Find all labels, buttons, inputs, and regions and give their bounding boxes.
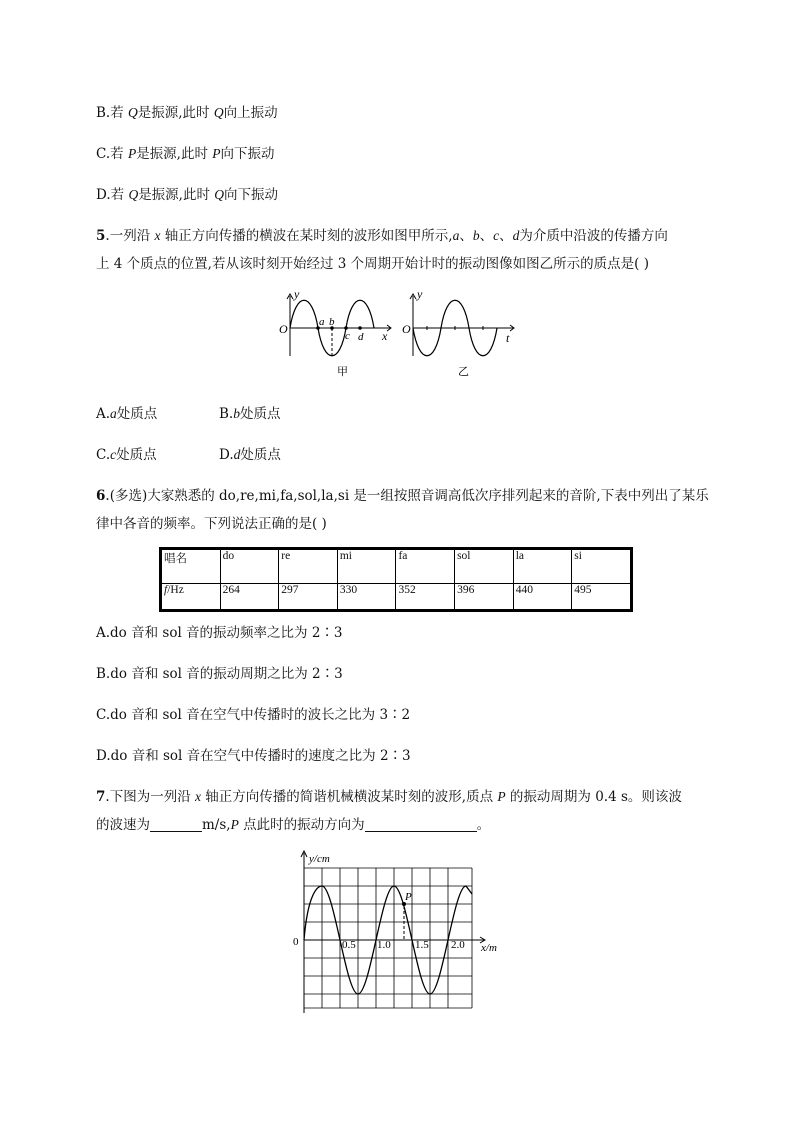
jia-point-d: d [358,331,364,343]
q5-stem-line1: 5.一列沿 x 轴正方向传播的横波在某时刻的波形如图甲所示,a、b、c、d为介质中沿波的传播方向 [96,228,668,244]
graph-tick-label: 2.0 [451,939,465,951]
q5-stem-line2: 上 4 个质点的位置,若从该时刻开始经过 3 个周期开始计时的振动图像如图乙所示的质点是( ) [96,256,649,272]
table-row [161,549,632,584]
wave-speed-blank[interactable] [150,817,202,832]
table-row [161,583,632,610]
q7-wave-graph [288,848,508,1013]
table-cell: 264 [220,583,279,610]
q5-figure-jia [278,288,398,380]
q6-option-a: A.do 音和 sol 音的振动频率之比为 2∶3 [96,625,343,641]
graph-tick-label: 1.0 [377,939,391,951]
q5-option-a: A.a处质点 [96,406,158,422]
yi-origin-label: O [402,322,411,336]
q5-figure-yi [399,288,519,380]
table-cell: 352 [396,583,455,610]
q6-stem-line1: 6.(多选)大家熟悉的 do,re,mi,fa,sol,la,si 是一组按照音调高低次序排列起来的音阶,下表中列出了某乐 [96,488,709,504]
table-cell: 396 [455,583,514,610]
table-cell: mi [337,549,396,584]
table-cell: 唱名 [161,549,221,584]
q6-stem-line2: 律中各音的频率。下列说法正确的是( ) [96,516,327,532]
table-cell: 297 [279,583,338,610]
table-cell: la [513,549,572,584]
yi-y-label: y [417,288,423,301]
q5-option-d: D.d处质点 [219,447,281,463]
table-cell: 440 [513,583,572,610]
q6-option-c: C.do 音和 sol 音在空气中传播时的波长之比为 3∶2 [96,707,411,723]
jia-y-label: y [294,288,300,301]
graph-tick-label: 0.5 [342,939,356,951]
yi-caption: 乙 [458,366,469,378]
q7-stem-line2: 的波速为 m/s,P 点此时的振动方向为 。 [96,817,491,833]
frequency-table [159,547,633,612]
table-cell: 495 [572,583,632,610]
table-cell: sol [455,549,514,584]
graph-y-label: y/cm [309,853,330,865]
graph-x-label: x/m [481,942,497,954]
q7-stem-line1: 7.下图为一列沿 x 轴正方向传播的简谐机械横波某时刻的波形,质点 P 的振动周期为 0.4 s。则该波 [96,789,682,805]
graph-origin-label: 0 [293,936,299,948]
graph-point-p: P [405,891,412,903]
table-cell: do [220,549,279,584]
jia-caption: 甲 [337,366,348,378]
table-cell: si [572,549,632,584]
jia-point-c: c [345,330,350,342]
q6-option-d: D.do 音和 sol 音在空气中传播时的速度之比为 2∶3 [96,748,411,764]
table-cell: 330 [337,583,396,610]
jia-point-a: a [319,316,325,328]
table-cell: re [279,549,338,584]
vibration-direction-blank[interactable] [365,817,477,832]
q4-option-d: D.若 Q是振源,此时 Q向下振动 [96,187,279,203]
jia-origin-label: O [279,322,288,336]
table-cell: fa [396,549,455,584]
jia-point-b: b [329,316,335,328]
table-cell: f/Hz [161,583,221,610]
jia-x-label: x [382,329,388,343]
yi-t-label: t [506,331,510,345]
q6-option-b: B.do 音和 sol 音的振动周期之比为 2∶3 [96,666,343,682]
q4-option-b: B.若 Q是振源,此时 Q向上振动 [96,105,278,121]
q5-option-b: B.b处质点 [219,406,281,422]
q4-option-c: C.若 P是振源,此时 P向下振动 [96,146,275,162]
q5-option-c: C.c处质点 [96,447,157,463]
graph-tick-label: 1.5 [415,939,429,951]
